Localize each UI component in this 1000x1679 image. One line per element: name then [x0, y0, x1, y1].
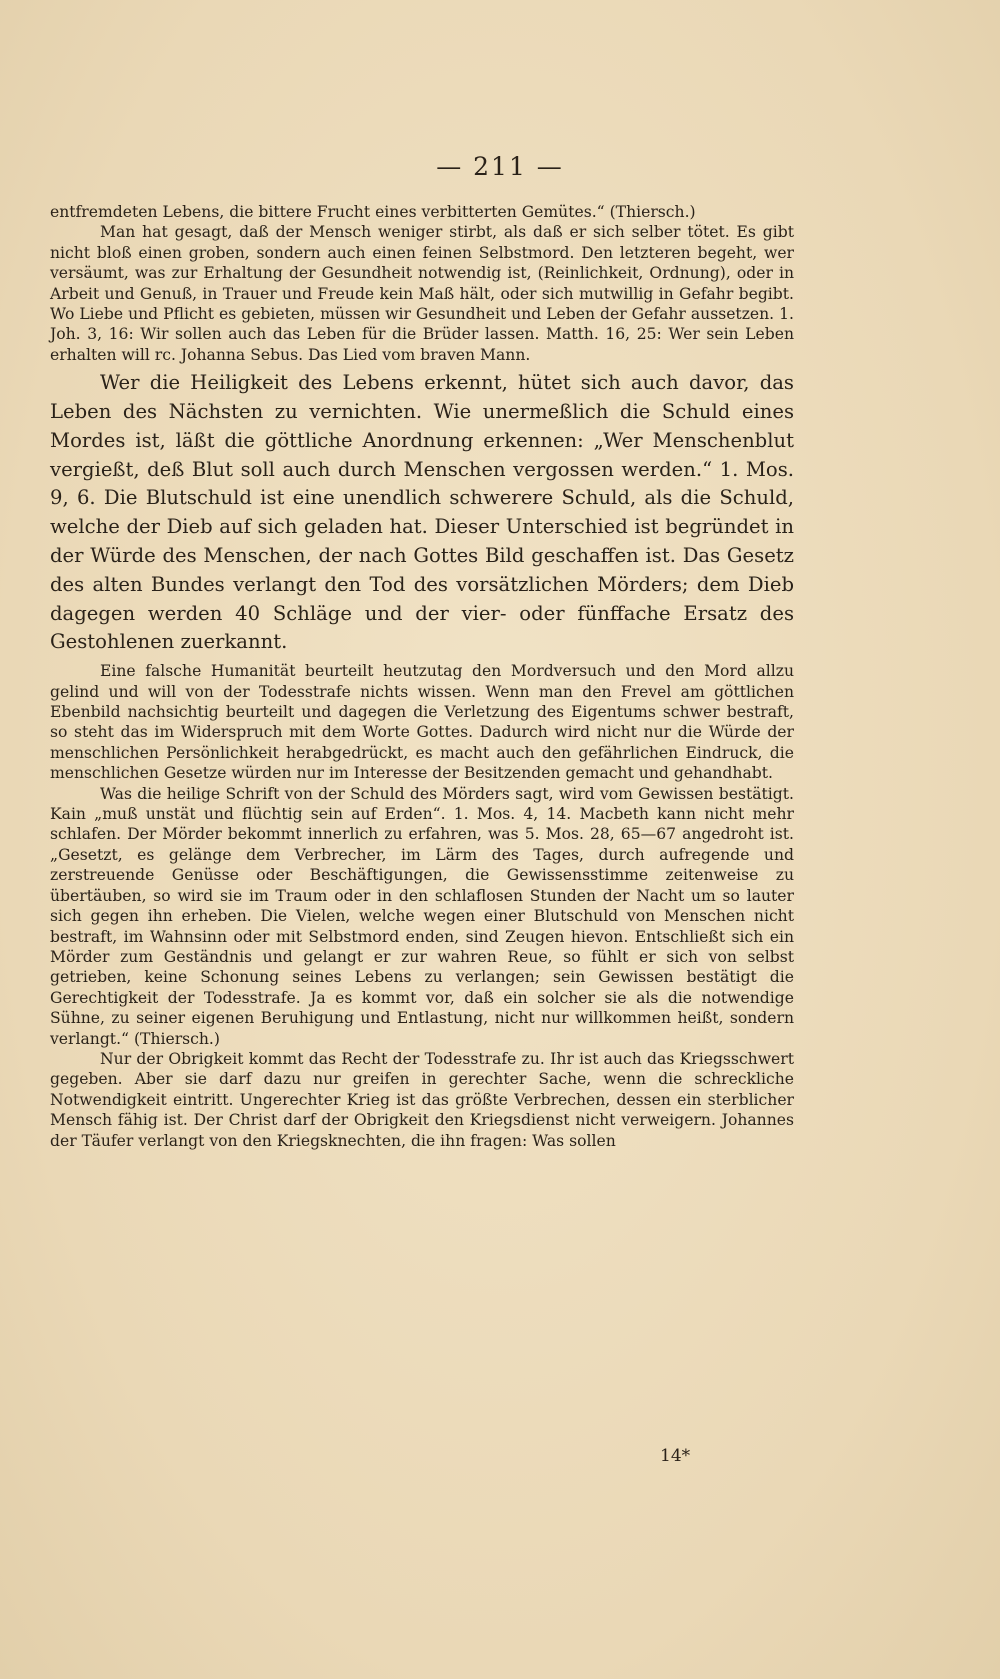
paragraph-1: entfremdeten Lebens, die bittere Frucht eines verbitterten Gemütes.“ (Thiersch.): [50, 203, 696, 221]
paragraph-2: Man hat gesagt, daß der Mensch weniger stirbt, als daß er sich selber tötet. Es gibt nicht bloß einen groben, sondern auch einen feinen Selbstmord. Den letzteren begeht, wer versäumt, was zur Erhaltung der Gesundheit notwendig ist, (Reinlichkeit, Ordnung), oder in Arbeit und Genuß, in Trauer und Freude kein Maß hält, oder sich mutwillig in Gefahr begibt. Wo Liebe und Pflicht es gebieten, müssen wir Gesundheit und Leben der Gefahr aussetzen. 1. Joh. 3, 16: Wir sollen auch das Leben für die Brüder lassen. Matth. 16, 25: Wer sein Leben erhalten will rc. Johanna Sebus. Das Lied vom braven Mann.: [50, 223, 794, 364]
page-number: — 211 —: [436, 152, 564, 181]
paragraph-5: Was die heilige Schrift von der Schuld des Mörders sagt, wird vom Gewissen bestätigt. Kain „muß unstät und flüchtig sein auf Erden“. 1. Mos. 4, 14. Macbeth kann nicht mehr schlafen. Der Mörder bekommt innerlich zu erfahren, was 5. Mos. 28, 65—67 angedroht ist. „Gesetzt, es gelänge dem Verbrecher, im Lärm des Tages, durch aufregende und zerstreuende Genüsse oder Beschäftigungen, die Gewissensstimme zeitenweise zu übertäuben, so wird sie im Traum oder in den schlaflosen Stunden der Nacht um so lauter sich gegen ihn erheben. Die Vielen, welche wegen einer Blutschuld von Menschen nicht bestraft, im Wahnsinn oder mit Selbstmord enden, sind Zeugen hievon. Entschließt sich ein Mörder zum Geständnis und gelangt er zur wahren Reue, so fühlt er sich von selbst getrieben, keine Schonung seines Lebens zu verlangen; sein Gewissen bestätigt die Gerechtigkeit der Todesstrafe. Ja es kommt vor, daß ein solcher sie als die notwendige Sühne, zu seiner eigenen Beruhigung und Entlastung, nicht nur willkommen heißt, sondern verlangt.“ (Thiersch.): [50, 784, 794, 1048]
page-text: [50, 202, 794, 1151]
paragraph-3: Wer die Heiligkeit des Lebens erkennt, hütet sich auch davor, das Leben des Nächsten zu vernichten. Wie unermeßlich die Schuld eines Mordes ist, läßt die göttliche Anordnung erkennen: „Wer Menschenblut vergießt, deß Blut soll auch durch Menschen vergossen werden.“ 1. Mos. 9, 6. Die Blutschuld ist eine unendlich schwerere Schuld, als die Schuld, welche der Dieb auf sich geladen hat. Dieser Unterschied ist begründet in der Würde des Menschen, der nach Gottes Bild geschaffen ist. Das Gesetz des alten Bundes verlangt den Tod des vorsätzlichen Mörders; dem Dieb dagegen werden 40 Schläge und der vier- oder fünffache Ersatz des Gestohlenen zuerkannt.: [50, 371, 794, 654]
paragraph-6: Nur der Obrigkeit kommt das Recht der Todesstrafe zu. Ihr ist auch das Kriegsschwert gegeben. Aber sie darf dazu nur greifen in gerechter Sache, wenn die schreckliche Notwendigkeit eintritt. Ungerechter Krieg ist das größte Verbrechen, dessen ein sterblicher Mensch fähig ist. Der Christ darf der Obrigkeit den Kriegsdienst nicht verweigern. Johannes der Täufer verlangt von den Kriegsknechten, die ihn fragen: Was sollen: [50, 1049, 794, 1150]
paragraph-4: Eine falsche Humanität beurteilt heutzutag den Mordversuch und den Mord allzu gelind und will von der Todesstrafe nichts wissen. Wenn man den Frevel am göttlichen Ebenbild nachsichtig beurteilt und dagegen die Verletzung des Eigentums schwer bestraft, so steht das im Widerspruch mit dem Worte Gottes. Dadurch wird nicht nur die Würde der menschlichen Persönlichkeit herabgedrückt, es macht auch den gefährlichen Eindruck, die menschlichen Gesetze würden nur im Interesse der Besitzenden gemacht und gehandhabt.: [50, 662, 794, 783]
sheet-signature: 14*: [660, 1446, 691, 1466]
